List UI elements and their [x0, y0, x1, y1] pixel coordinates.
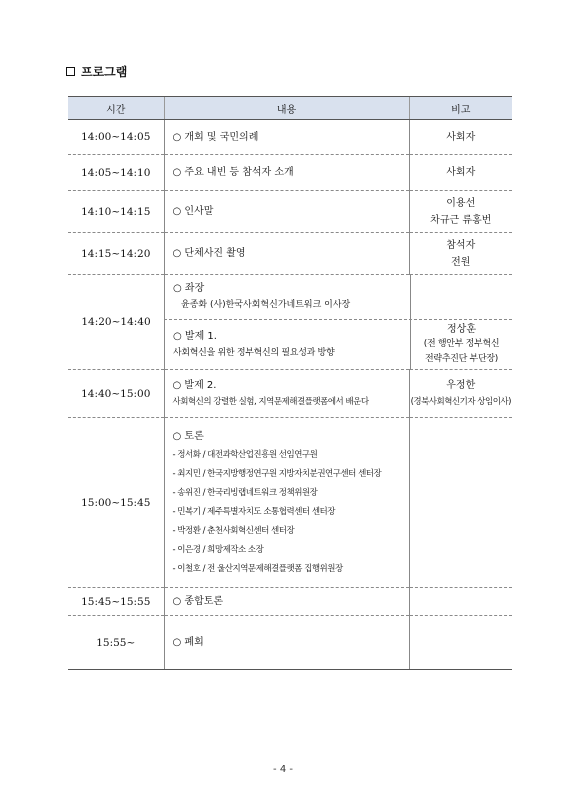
note-line: 참석자	[446, 239, 476, 251]
content-line: ○ 종합토론	[172, 596, 224, 607]
time-cell: 14:40~15:00	[68, 370, 164, 418]
table-row	[68, 275, 512, 370]
note-cell	[410, 320, 512, 369]
time-cell: 14:20~14:40	[68, 275, 164, 370]
header-content: 내용	[164, 97, 409, 120]
note-cell	[409, 370, 512, 418]
content-line: - 이은경 / 희망제작소 소장	[172, 544, 264, 555]
content-cell	[164, 320, 410, 369]
page-number: - 4 -	[273, 764, 293, 775]
note-line: 전략추진단 부단장)	[425, 354, 498, 364]
note-line: 우정한	[446, 379, 476, 391]
content-cell	[164, 275, 410, 319]
content-line: ○ 인사말	[172, 206, 214, 217]
content-line: ○ 토론	[172, 430, 204, 442]
header-time: 시간	[68, 97, 164, 120]
table-row	[68, 616, 512, 670]
content-cell	[164, 120, 409, 155]
content-line: ○ 발제 2.	[172, 379, 217, 391]
content-line: - 민복기 / 제주특별자치도 소통협력센터 센터장	[172, 506, 335, 517]
table-row	[68, 120, 512, 155]
content-line: 사회혁신의 강렬한 실험, 지역문제해결플랫폼에서 배운다	[172, 396, 369, 407]
note-cell	[409, 418, 512, 588]
content-cell	[164, 616, 409, 670]
header-note: 비고	[409, 97, 512, 120]
table-row	[68, 233, 512, 275]
table-header-row	[68, 97, 512, 120]
moderator-part	[164, 275, 512, 320]
program-table	[68, 96, 512, 670]
content-line: ○ 좌장	[173, 283, 205, 294]
content-line: ○ 주요 내빈 등 참석자 소개	[172, 167, 294, 178]
content-line: ○ 단체사진 촬영	[172, 248, 246, 259]
table-row	[68, 418, 512, 588]
content-line: - 송위진 / 한국리빙랩네트워크 정책위원장	[172, 487, 318, 498]
table-row	[68, 155, 512, 191]
presentation-1-part	[164, 320, 512, 369]
note-cell	[409, 616, 512, 670]
split-cell	[164, 275, 512, 370]
time-cell: 15:55~	[68, 616, 164, 670]
content-cell	[164, 233, 409, 275]
note-line: 정상훈	[447, 324, 476, 335]
note-line: 전원	[451, 256, 471, 268]
checkbox-square-icon	[66, 67, 75, 76]
content-line: - 박정환 / 춘천사회혁신센터 센터장	[172, 525, 295, 536]
note-cell	[409, 233, 512, 275]
note-cell	[409, 155, 512, 191]
time-cell: 14:05~14:10	[68, 155, 164, 191]
note-line: 사회자	[446, 167, 476, 178]
section-title-text: 프로그램	[81, 65, 128, 79]
table-row	[68, 191, 512, 233]
time-cell: 15:00~15:45	[68, 418, 164, 588]
note-line: (경북사회혁신기자 상임이사)	[410, 396, 511, 407]
note-line: 사회자	[446, 131, 476, 143]
time-cell: 14:00~14:05	[68, 120, 164, 155]
content-line: - 최지민 / 한국지방행정연구원 지방자치분권연구센터 센터장	[172, 468, 382, 479]
content-line: ○ 개회 및 국민의례	[172, 131, 259, 143]
time-cell: 15:45~15:55	[68, 588, 164, 616]
note-cell	[410, 275, 512, 319]
content-line: - 정서화 / 대전과학산업진흥원 선임연구원	[172, 449, 318, 460]
content-cell	[164, 155, 409, 191]
note-line: 차규근 류홍번	[430, 214, 492, 226]
note-cell	[409, 120, 512, 155]
table-row	[68, 370, 512, 418]
time-cell: 14:15~14:20	[68, 233, 164, 275]
content-cell	[164, 191, 409, 233]
content-line: 윤종화 (사)한국사회혁신가네트워크 이사장	[181, 300, 351, 310]
content-line: 사회혁신을 위한 정부혁신의 필요성과 방향	[173, 347, 335, 358]
time-cell: 14:10~14:15	[68, 191, 164, 233]
note-line: 이용선	[446, 197, 476, 209]
content-cell	[164, 588, 409, 616]
content-cell	[164, 370, 409, 418]
content-line: ○ 폐회	[172, 637, 204, 648]
content-cell	[164, 418, 409, 588]
note-cell	[409, 588, 512, 616]
content-line: - 이철호 / 전 울산지역문제해결플랫폼 집행위원장	[172, 563, 343, 574]
section-title	[66, 63, 127, 80]
content-line: ○ 발제 1.	[173, 330, 217, 342]
note-line: (전 행안부 정부혁신	[423, 339, 500, 349]
note-cell	[409, 191, 512, 233]
table-row	[68, 588, 512, 616]
